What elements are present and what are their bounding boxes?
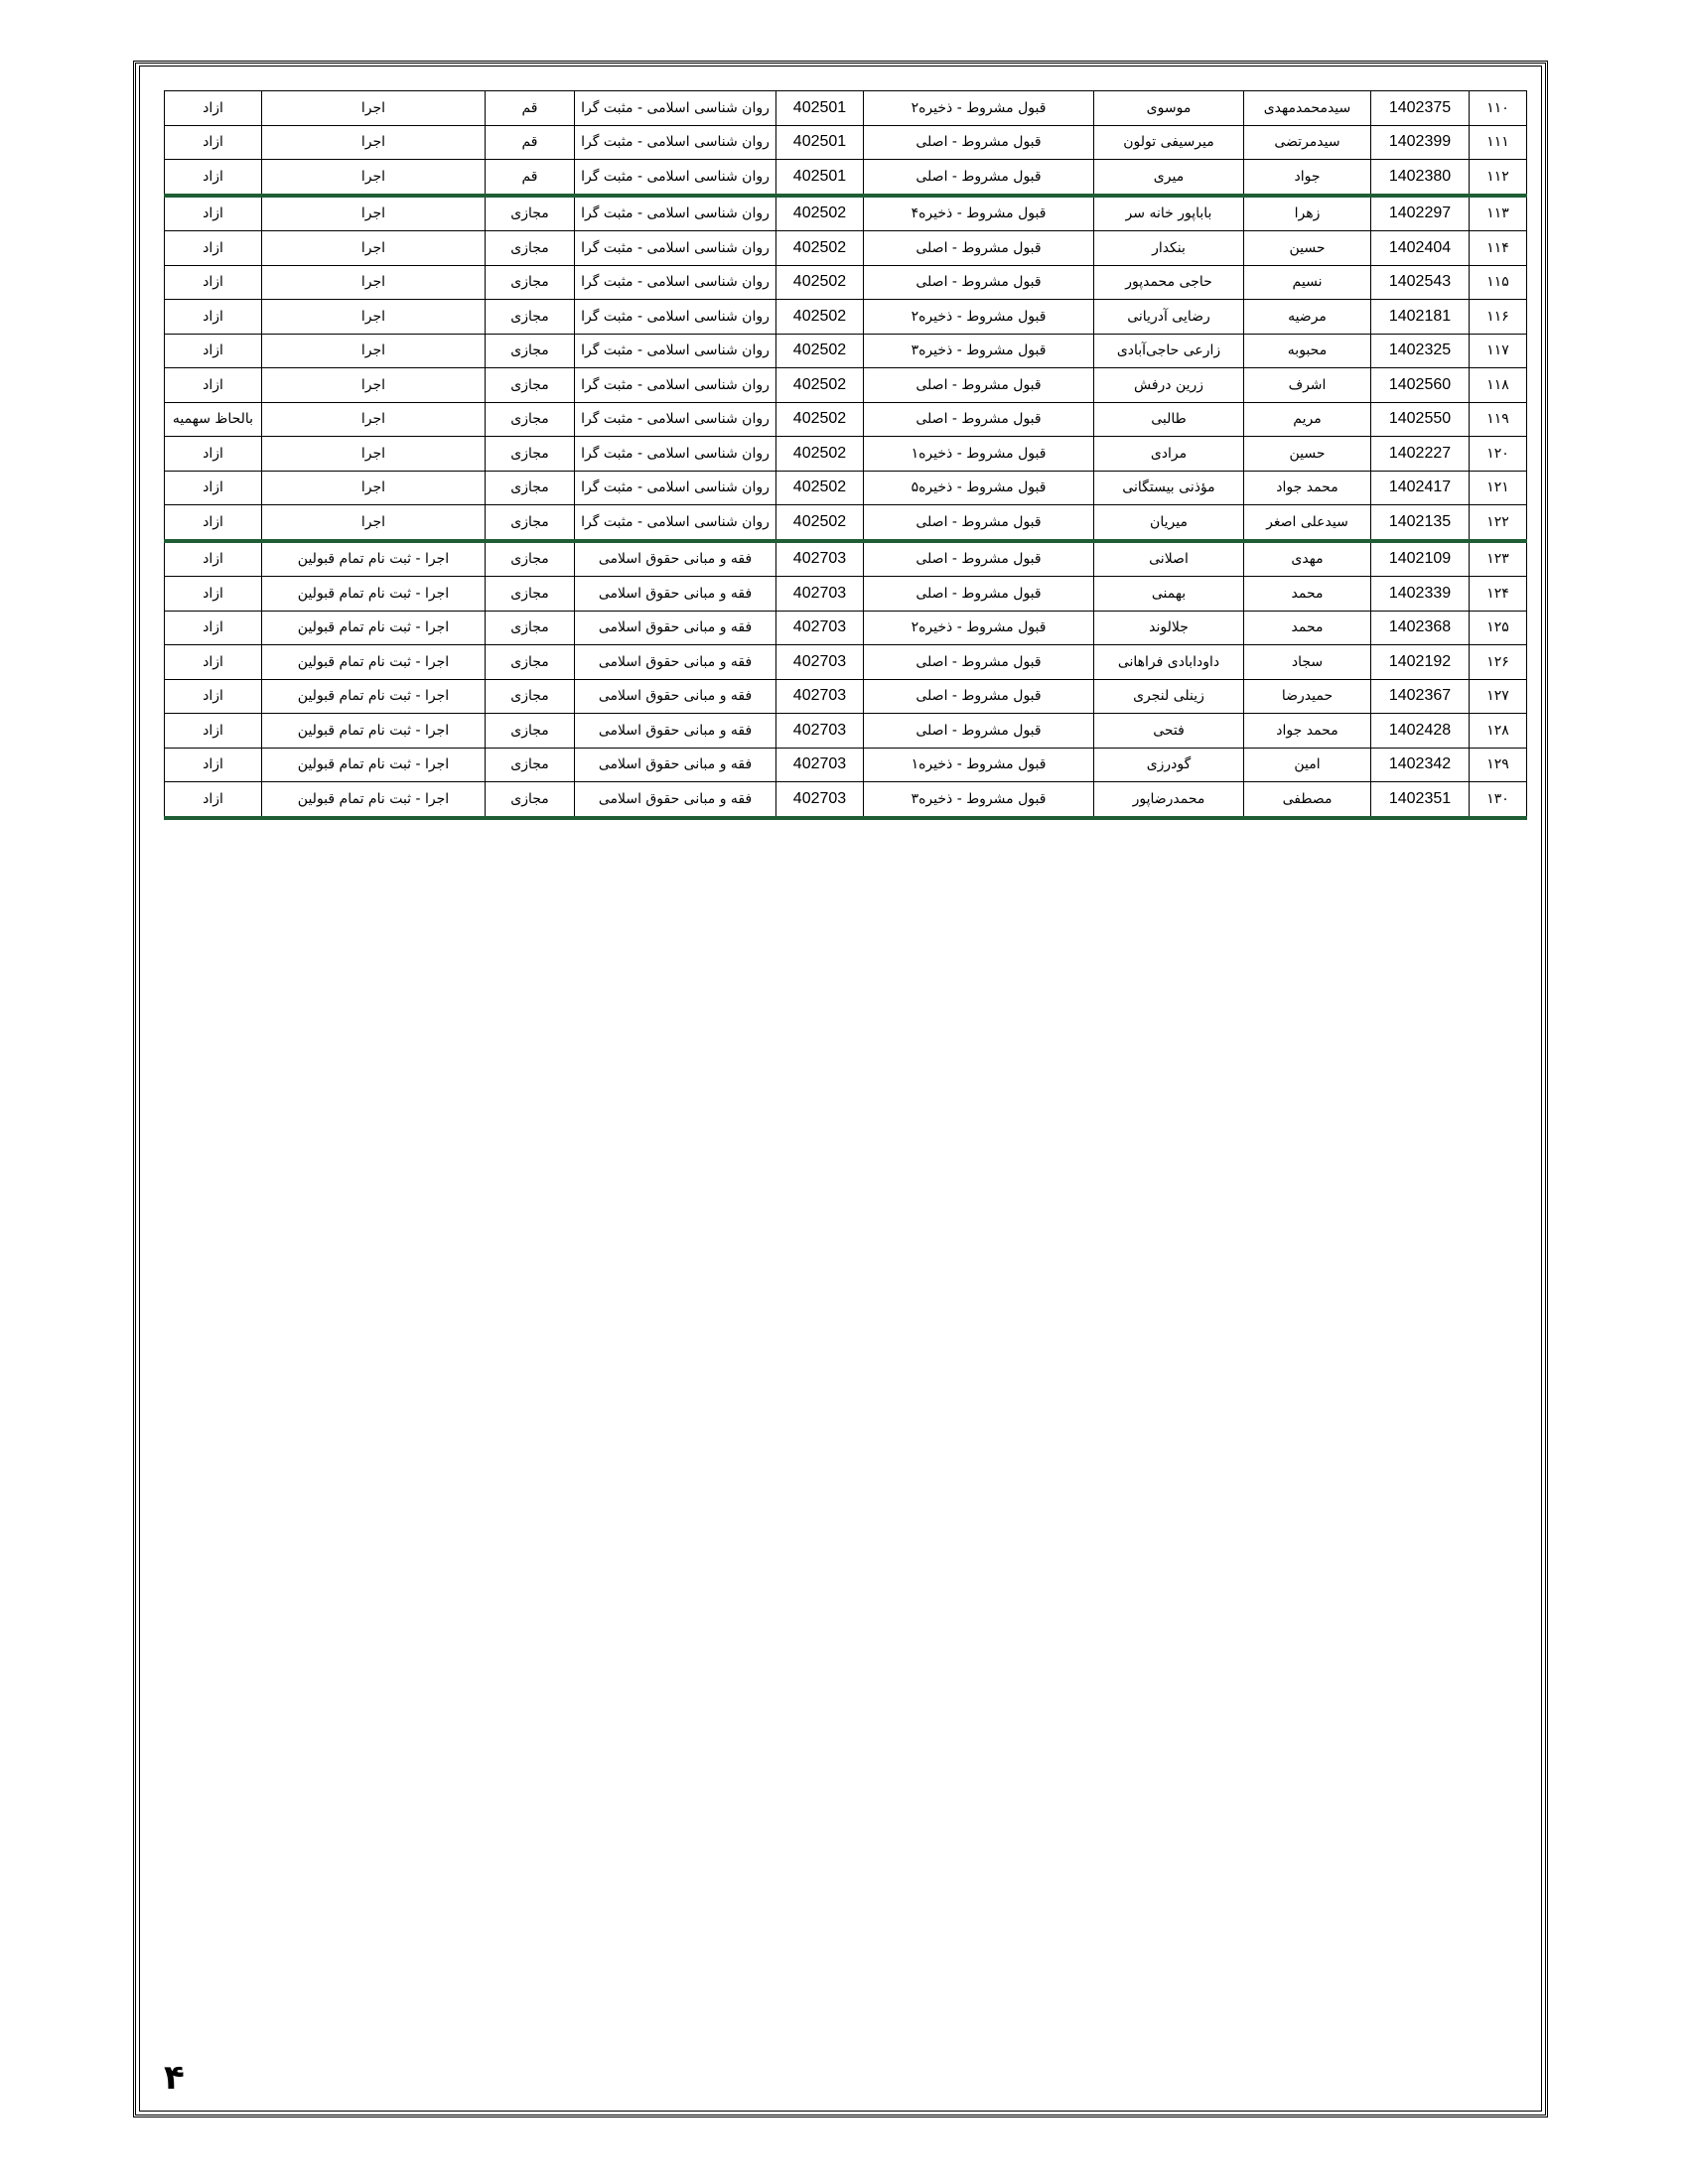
- row-number-cell: ۱۲۷: [1470, 679, 1527, 714]
- result-cell: اجرا - ثبت نام تمام قبولین: [262, 577, 486, 612]
- last-name-cell: محمدرضاپور: [1094, 782, 1244, 818]
- row-number-cell: ۱۱۹: [1470, 402, 1527, 437]
- first-name-cell: نسیم: [1244, 265, 1371, 300]
- field-name-cell: روان شناسی اسلامی - مثبت گرا: [575, 471, 776, 505]
- field-code-cell: 402501: [776, 160, 864, 196]
- result-cell: اجرا: [262, 125, 486, 160]
- first-name-cell: مهدی: [1244, 541, 1371, 577]
- quota-type-cell: ازاد: [165, 782, 262, 818]
- table-row: [165, 91, 1527, 126]
- admission-status-cell: قبول مشروط - اصلی: [864, 679, 1094, 714]
- study-mode-cell: مجازی: [486, 402, 575, 437]
- last-name-cell: میریان: [1094, 505, 1244, 541]
- admission-status-cell: قبول مشروط - اصلی: [864, 402, 1094, 437]
- field-name-cell: روان شناسی اسلامی - مثبت گرا: [575, 91, 776, 126]
- quota-type-cell: ازاد: [165, 714, 262, 749]
- first-name-cell: جواد: [1244, 160, 1371, 196]
- field-code-cell: 402502: [776, 402, 864, 437]
- quota-type-cell: ازاد: [165, 577, 262, 612]
- table-row: [165, 645, 1527, 680]
- student-id-cell: 1402375: [1371, 91, 1470, 126]
- field-code-cell: 402703: [776, 611, 864, 645]
- admission-status-cell: قبول مشروط - ذخیره۵: [864, 471, 1094, 505]
- row-number-cell: ۱۱۰: [1470, 91, 1527, 126]
- last-name-cell: بنکدار: [1094, 231, 1244, 266]
- result-cell: اجرا - ثبت نام تمام قبولین: [262, 714, 486, 749]
- field-code-cell: 402502: [776, 231, 864, 266]
- study-mode-cell: مجازی: [486, 748, 575, 782]
- student-id-cell: 1402417: [1371, 471, 1470, 505]
- field-name-cell: روان شناسی اسلامی - مثبت گرا: [575, 160, 776, 196]
- study-mode-cell: مجازی: [486, 505, 575, 541]
- row-number-cell: ۱۳۰: [1470, 782, 1527, 818]
- field-name-cell: روان شناسی اسلامی - مثبت گرا: [575, 300, 776, 335]
- admission-status-cell: قبول مشروط - ذخیره۴: [864, 196, 1094, 231]
- student-id-cell: 1402339: [1371, 577, 1470, 612]
- table-row: [165, 611, 1527, 645]
- admission-status-cell: قبول مشروط - اصلی: [864, 577, 1094, 612]
- student-id-cell: 1402342: [1371, 748, 1470, 782]
- field-name-cell: فقه و مبانی حقوق اسلامی: [575, 645, 776, 680]
- table-row: [165, 265, 1527, 300]
- row-number-cell: ۱۱۶: [1470, 300, 1527, 335]
- study-mode-cell: مجازی: [486, 471, 575, 505]
- quota-type-cell: ازاد: [165, 748, 262, 782]
- results-table: [164, 90, 1527, 820]
- quota-type-cell: ازاد: [165, 611, 262, 645]
- first-name-cell: محبوبه: [1244, 334, 1371, 368]
- result-cell: اجرا: [262, 265, 486, 300]
- field-code-cell: 402502: [776, 505, 864, 541]
- admission-status-cell: قبول مشروط - ذخیره۳: [864, 782, 1094, 818]
- row-number-cell: ۱۱۱: [1470, 125, 1527, 160]
- result-cell: اجرا: [262, 91, 486, 126]
- admission-status-cell: قبول مشروط - ذخیره۱: [864, 748, 1094, 782]
- quota-type-cell: ازاد: [165, 160, 262, 196]
- student-id-cell: 1402351: [1371, 782, 1470, 818]
- field-name-cell: روان شناسی اسلامی - مثبت گرا: [575, 368, 776, 403]
- row-number-cell: ۱۲۰: [1470, 437, 1527, 472]
- field-code-cell: 402502: [776, 265, 864, 300]
- last-name-cell: گودرزی: [1094, 748, 1244, 782]
- row-number-cell: ۱۲۹: [1470, 748, 1527, 782]
- field-code-cell: 402502: [776, 196, 864, 231]
- first-name-cell: حسین: [1244, 231, 1371, 266]
- study-mode-cell: قم: [486, 160, 575, 196]
- first-name-cell: محمد: [1244, 611, 1371, 645]
- student-id-cell: 1402325: [1371, 334, 1470, 368]
- table-row: [165, 160, 1527, 196]
- study-mode-cell: مجازی: [486, 782, 575, 818]
- field-name-cell: فقه و مبانی حقوق اسلامی: [575, 748, 776, 782]
- field-code-cell: 402502: [776, 334, 864, 368]
- study-mode-cell: مجازی: [486, 541, 575, 577]
- admission-status-cell: قبول مشروط - اصلی: [864, 541, 1094, 577]
- result-cell: اجرا: [262, 368, 486, 403]
- student-id-cell: 1402550: [1371, 402, 1470, 437]
- first-name-cell: زهرا: [1244, 196, 1371, 231]
- last-name-cell: رضایی آدریانی: [1094, 300, 1244, 335]
- study-mode-cell: مجازی: [486, 577, 575, 612]
- last-name-cell: داودابادی فراهانی: [1094, 645, 1244, 680]
- first-name-cell: سیدعلی اصغر: [1244, 505, 1371, 541]
- last-name-cell: زرین درفش: [1094, 368, 1244, 403]
- row-number-cell: ۱۱۳: [1470, 196, 1527, 231]
- table-row: [165, 714, 1527, 749]
- field-code-cell: 402703: [776, 748, 864, 782]
- result-cell: اجرا: [262, 160, 486, 196]
- admission-status-cell: قبول مشروط - اصلی: [864, 160, 1094, 196]
- field-name-cell: روان شناسی اسلامی - مثبت گرا: [575, 402, 776, 437]
- quota-type-cell: ازاد: [165, 471, 262, 505]
- row-number-cell: ۱۲۵: [1470, 611, 1527, 645]
- field-name-cell: روان شناسی اسلامی - مثبت گرا: [575, 505, 776, 541]
- admission-status-cell: قبول مشروط - ذخیره۳: [864, 334, 1094, 368]
- row-number-cell: ۱۱۸: [1470, 368, 1527, 403]
- table-row: [165, 577, 1527, 612]
- study-mode-cell: قم: [486, 125, 575, 160]
- table-row: [165, 300, 1527, 335]
- last-name-cell: موسوی: [1094, 91, 1244, 126]
- student-id-cell: 1402368: [1371, 611, 1470, 645]
- result-cell: اجرا: [262, 196, 486, 231]
- quota-type-cell: ازاد: [165, 368, 262, 403]
- first-name-cell: حمیدرضا: [1244, 679, 1371, 714]
- field-code-cell: 402502: [776, 300, 864, 335]
- study-mode-cell: مجازی: [486, 437, 575, 472]
- result-cell: اجرا: [262, 334, 486, 368]
- result-cell: اجرا - ثبت نام تمام قبولین: [262, 679, 486, 714]
- admission-status-cell: قبول مشروط - اصلی: [864, 714, 1094, 749]
- last-name-cell: جلالوند: [1094, 611, 1244, 645]
- field-code-cell: 402501: [776, 125, 864, 160]
- row-number-cell: ۱۱۵: [1470, 265, 1527, 300]
- last-name-cell: زارعی حاجی‌آبادی: [1094, 334, 1244, 368]
- field-name-cell: روان شناسی اسلامی - مثبت گرا: [575, 265, 776, 300]
- admission-status-cell: قبول مشروط - اصلی: [864, 231, 1094, 266]
- field-name-cell: فقه و مبانی حقوق اسلامی: [575, 541, 776, 577]
- last-name-cell: مرادی: [1094, 437, 1244, 472]
- quota-type-cell: ازاد: [165, 334, 262, 368]
- study-mode-cell: مجازی: [486, 300, 575, 335]
- first-name-cell: محمد جواد: [1244, 714, 1371, 749]
- study-mode-cell: مجازی: [486, 265, 575, 300]
- row-number-cell: ۱۲۸: [1470, 714, 1527, 749]
- row-number-cell: ۱۱۴: [1470, 231, 1527, 266]
- row-number-cell: ۱۱۲: [1470, 160, 1527, 196]
- table-row: [165, 748, 1527, 782]
- last-name-cell: فتحی: [1094, 714, 1244, 749]
- study-mode-cell: قم: [486, 91, 575, 126]
- quota-type-cell: ازاد: [165, 231, 262, 266]
- study-mode-cell: مجازی: [486, 679, 575, 714]
- result-cell: اجرا - ثبت نام تمام قبولین: [262, 541, 486, 577]
- field-code-cell: 402703: [776, 679, 864, 714]
- student-id-cell: 1402399: [1371, 125, 1470, 160]
- field-code-cell: 402502: [776, 437, 864, 472]
- student-id-cell: 1402560: [1371, 368, 1470, 403]
- row-number-cell: ۱۱۷: [1470, 334, 1527, 368]
- quota-type-cell: ازاد: [165, 265, 262, 300]
- field-name-cell: روان شناسی اسلامی - مثبت گرا: [575, 196, 776, 231]
- admission-status-cell: قبول مشروط - اصلی: [864, 645, 1094, 680]
- study-mode-cell: مجازی: [486, 368, 575, 403]
- field-code-cell: 402703: [776, 541, 864, 577]
- page-number: ۴: [164, 2058, 185, 2098]
- quota-type-cell: بالحاظ سهمیه: [165, 402, 262, 437]
- result-cell: اجرا - ثبت نام تمام قبولین: [262, 748, 486, 782]
- first-name-cell: مرضیه: [1244, 300, 1371, 335]
- field-name-cell: روان شناسی اسلامی - مثبت گرا: [575, 437, 776, 472]
- study-mode-cell: مجازی: [486, 611, 575, 645]
- study-mode-cell: مجازی: [486, 196, 575, 231]
- last-name-cell: بهمنی: [1094, 577, 1244, 612]
- quota-type-cell: ازاد: [165, 437, 262, 472]
- first-name-cell: سجاد: [1244, 645, 1371, 680]
- field-code-cell: 402703: [776, 577, 864, 612]
- results-table-body: [165, 91, 1527, 818]
- table-row: [165, 231, 1527, 266]
- quota-type-cell: ازاد: [165, 645, 262, 680]
- row-number-cell: ۱۲۶: [1470, 645, 1527, 680]
- last-name-cell: زینلی لنجری: [1094, 679, 1244, 714]
- table-row: [165, 679, 1527, 714]
- field-code-cell: 402703: [776, 714, 864, 749]
- field-code-cell: 402502: [776, 368, 864, 403]
- admission-status-cell: قبول مشروط - اصلی: [864, 368, 1094, 403]
- field-name-cell: روان شناسی اسلامی - مثبت گرا: [575, 334, 776, 368]
- student-id-cell: 1402192: [1371, 645, 1470, 680]
- table-row: [165, 437, 1527, 472]
- table-row: [165, 368, 1527, 403]
- student-id-cell: 1402367: [1371, 679, 1470, 714]
- study-mode-cell: مجازی: [486, 334, 575, 368]
- student-id-cell: 1402380: [1371, 160, 1470, 196]
- admission-status-cell: قبول مشروط - اصلی: [864, 505, 1094, 541]
- study-mode-cell: مجازی: [486, 645, 575, 680]
- first-name-cell: سیدمرتضی: [1244, 125, 1371, 160]
- table-row: [165, 334, 1527, 368]
- field-name-cell: فقه و مبانی حقوق اسلامی: [575, 679, 776, 714]
- last-name-cell: اصلانی: [1094, 541, 1244, 577]
- table-row: [165, 402, 1527, 437]
- student-id-cell: 1402109: [1371, 541, 1470, 577]
- first-name-cell: محمد جواد: [1244, 471, 1371, 505]
- field-name-cell: فقه و مبانی حقوق اسلامی: [575, 577, 776, 612]
- field-code-cell: 402703: [776, 782, 864, 818]
- quota-type-cell: ازاد: [165, 679, 262, 714]
- quota-type-cell: ازاد: [165, 300, 262, 335]
- quota-type-cell: ازاد: [165, 91, 262, 126]
- admission-status-cell: قبول مشروط - ذخیره۲: [864, 300, 1094, 335]
- student-id-cell: 1402135: [1371, 505, 1470, 541]
- first-name-cell: حسین: [1244, 437, 1371, 472]
- result-cell: اجرا: [262, 505, 486, 541]
- student-id-cell: 1402227: [1371, 437, 1470, 472]
- last-name-cell: میری: [1094, 160, 1244, 196]
- admission-status-cell: قبول مشروط - اصلی: [864, 125, 1094, 160]
- first-name-cell: اشرف: [1244, 368, 1371, 403]
- student-id-cell: 1402404: [1371, 231, 1470, 266]
- last-name-cell: حاجی محمدپور: [1094, 265, 1244, 300]
- student-id-cell: 1402181: [1371, 300, 1470, 335]
- first-name-cell: سیدمحمدمهدی: [1244, 91, 1371, 126]
- field-name-cell: فقه و مبانی حقوق اسلامی: [575, 611, 776, 645]
- table-row: [165, 125, 1527, 160]
- first-name-cell: مریم: [1244, 402, 1371, 437]
- student-id-cell: 1402428: [1371, 714, 1470, 749]
- field-code-cell: 402501: [776, 91, 864, 126]
- first-name-cell: محمد: [1244, 577, 1371, 612]
- table-row: [165, 782, 1527, 818]
- first-name-cell: امین: [1244, 748, 1371, 782]
- field-name-cell: فقه و مبانی حقوق اسلامی: [575, 782, 776, 818]
- row-number-cell: ۱۲۴: [1470, 577, 1527, 612]
- table-row: [165, 471, 1527, 505]
- row-number-cell: ۱۲۳: [1470, 541, 1527, 577]
- admission-status-cell: قبول مشروط - ذخیره۲: [864, 611, 1094, 645]
- row-number-cell: ۱۲۱: [1470, 471, 1527, 505]
- table-row: [165, 505, 1527, 541]
- study-mode-cell: مجازی: [486, 231, 575, 266]
- last-name-cell: طالبی: [1094, 402, 1244, 437]
- field-name-cell: روان شناسی اسلامی - مثبت گرا: [575, 231, 776, 266]
- result-cell: اجرا: [262, 300, 486, 335]
- field-name-cell: روان شناسی اسلامی - مثبت گرا: [575, 125, 776, 160]
- quota-type-cell: ازاد: [165, 196, 262, 231]
- last-name-cell: باباپور خانه سر: [1094, 196, 1244, 231]
- quota-type-cell: ازاد: [165, 541, 262, 577]
- result-cell: اجرا - ثبت نام تمام قبولین: [262, 782, 486, 818]
- result-cell: اجرا - ثبت نام تمام قبولین: [262, 645, 486, 680]
- admission-status-cell: قبول مشروط - اصلی: [864, 265, 1094, 300]
- admission-status-cell: قبول مشروط - ذخیره۲: [864, 91, 1094, 126]
- result-cell: اجرا - ثبت نام تمام قبولین: [262, 611, 486, 645]
- student-id-cell: 1402543: [1371, 265, 1470, 300]
- field-code-cell: 402703: [776, 645, 864, 680]
- last-name-cell: مؤذنی بیستگانی: [1094, 471, 1244, 505]
- result-cell: اجرا: [262, 471, 486, 505]
- field-name-cell: فقه و مبانی حقوق اسلامی: [575, 714, 776, 749]
- row-number-cell: ۱۲۲: [1470, 505, 1527, 541]
- table-row: [165, 196, 1527, 231]
- quota-type-cell: ازاد: [165, 125, 262, 160]
- field-code-cell: 402502: [776, 471, 864, 505]
- admission-status-cell: قبول مشروط - ذخیره۱: [864, 437, 1094, 472]
- result-cell: اجرا: [262, 437, 486, 472]
- student-id-cell: 1402297: [1371, 196, 1470, 231]
- result-cell: اجرا: [262, 402, 486, 437]
- last-name-cell: میرسیفی تولون: [1094, 125, 1244, 160]
- table-row: [165, 541, 1527, 577]
- quota-type-cell: ازاد: [165, 505, 262, 541]
- first-name-cell: مصطفی: [1244, 782, 1371, 818]
- study-mode-cell: مجازی: [486, 714, 575, 749]
- result-cell: اجرا: [262, 231, 486, 266]
